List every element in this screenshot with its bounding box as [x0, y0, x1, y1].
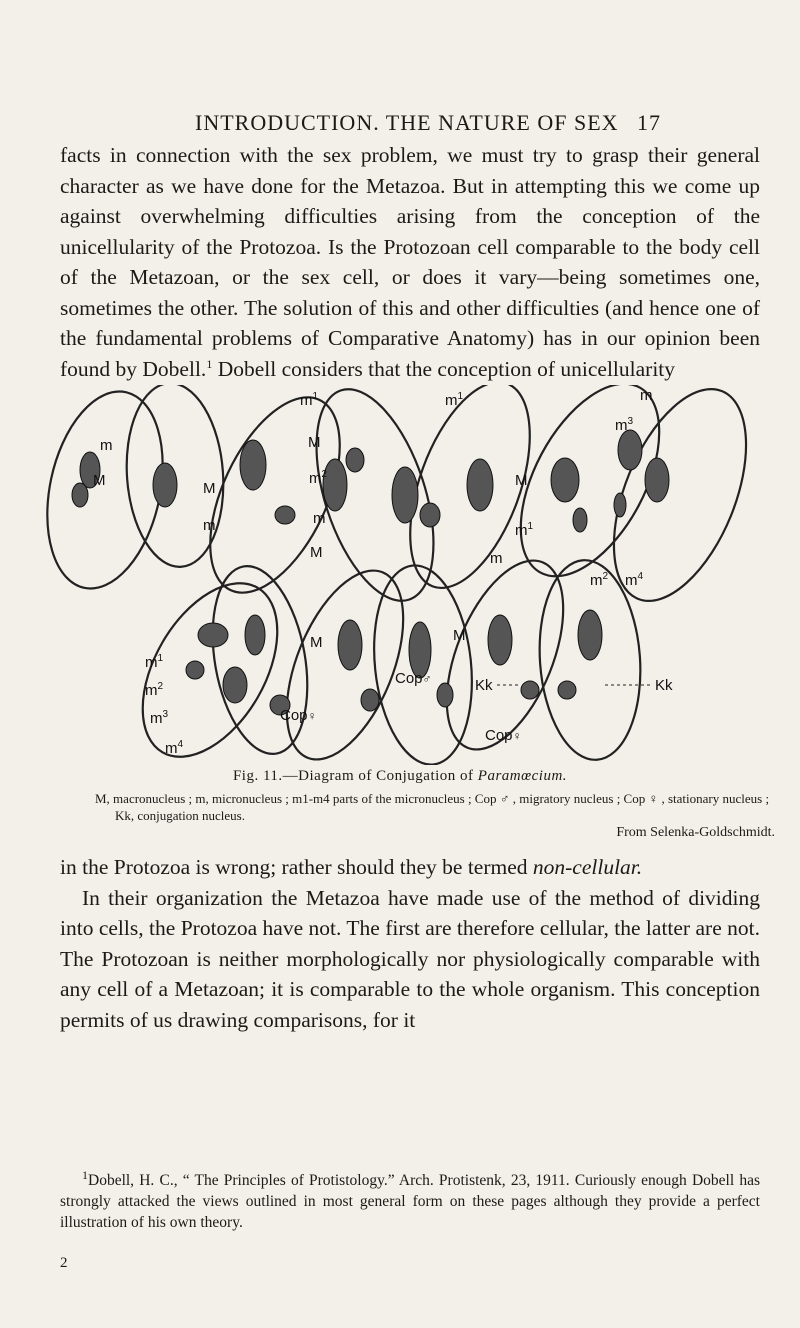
label-m: m	[100, 437, 113, 454]
label-cop-female: Cop♀	[280, 707, 317, 724]
footnote-ref: 1	[206, 356, 213, 371]
label-m: m	[203, 517, 216, 534]
label-M: M	[93, 472, 106, 489]
paragraph-3: In their organization the Metazoa have made use of the method of dividing into cells, the Protozoa have not. The first are therefore cellular, the latter are not. The Protozoan is neither morphologically nor physiologically comparable with any cell of a Metazoan; it is comparable to the whole organism. This conception permits of us drawing comparisons, for it	[60, 885, 760, 1032]
label-cop-female: Cop♀	[485, 727, 522, 744]
footnote-text: Dobell, H. C., “ The Principles of Protistology.” Arch. Protistenk, 23, 1911. Curiously enough Dobell has strongly attacked the views outlined in most general form on these pages although they provide a perfect illustration of his own theory.	[60, 1172, 760, 1231]
figure-caption-title: Fig. 11.—Diagram of Conjugation of Paramœcium.	[232, 768, 568, 784]
footnote	[60, 1167, 760, 1233]
label-m4: $m^4$	[165, 739, 184, 757]
label-M: M	[515, 472, 528, 489]
paragraph-2: in the Protozoa is wrong; rather should they be termed non-cellular. In their organization the Metazoa have made use of the method of dividing into cells, the Protozoa have not. The first are therefore cellular, the latter are not. The Protozoan is neither morphologically nor physiologically comparable with any cell of a Metazoan; it is comparable to the whole organism. This conception permits of us drawing comparisons, for it	[60, 852, 760, 1035]
figure-source: From Selenka-Goldschmidt.	[616, 825, 775, 840]
label-m1: $m^1$	[445, 391, 464, 409]
label-m: m	[640, 387, 653, 404]
label-m4: $m^4$	[625, 571, 644, 589]
running-head-title: INTRODUCTION. THE NATURE OF SEX	[195, 110, 619, 135]
label-m2: $m^2$	[590, 571, 609, 589]
label-m1: $m^1$	[145, 653, 164, 671]
label-M: M	[310, 634, 323, 651]
figure-legend	[95, 790, 775, 841]
label-cop-male: Cop♂	[395, 670, 432, 687]
paragraph-1	[60, 140, 760, 384]
cell-2b	[293, 385, 456, 615]
paragraph-1-tail: Dobell considers that the conception of unicellularity	[212, 356, 676, 381]
label-m2: $m^2$	[145, 681, 164, 699]
label-m1: $m^1$	[300, 391, 319, 409]
label-m1: $m^1$	[515, 521, 534, 539]
conjugation-diagram	[45, 385, 765, 765]
footnote-marker: 1	[82, 1167, 88, 1182]
label-m3: $m^3$	[615, 416, 634, 434]
italic-term: non-cellular.	[532, 855, 643, 879]
cell-4a	[115, 560, 305, 765]
label-M: M	[203, 480, 216, 497]
figure-legend-text: M, macronucleus ; m, micronucleus ; m1-m4 parts of the micronucleus ; Cop ♂ , migratory nucleus ; Cop ♀ , stationary nucleus ; Kk, conjugation nucleus.	[95, 791, 770, 823]
label-M: M	[310, 544, 323, 561]
page-number-top: 17	[637, 110, 662, 135]
paragraph-1-text: facts in connection with the sex problem, we must try to grasp their general character as we have done for the Metazoa. But in attempting this we come up against overwhelming difficulties arising from the conception of the unicellularity of the Protozoa. Is the Protozoan cell comparable to the body cell of the Metazoan, or the sex cell, or does it vary—being sometimes one, sometimes the other. The solution of this and other difficulties (and hence one of the fundamental problems of Comparative Anatomy) has in our opinion been found by Dobell.	[60, 143, 760, 381]
label-m: m	[313, 510, 326, 527]
running-head	[195, 110, 795, 136]
label-m2: $m^2$	[309, 469, 328, 487]
label-kk: Kk	[655, 677, 673, 694]
label-kk: Kk	[475, 677, 493, 694]
label-m3: $m^3$	[150, 709, 169, 727]
label-m: m	[490, 550, 503, 567]
label-M: M	[453, 627, 466, 644]
signature-mark: 2	[60, 1255, 68, 1271]
label-M: M	[308, 434, 321, 451]
